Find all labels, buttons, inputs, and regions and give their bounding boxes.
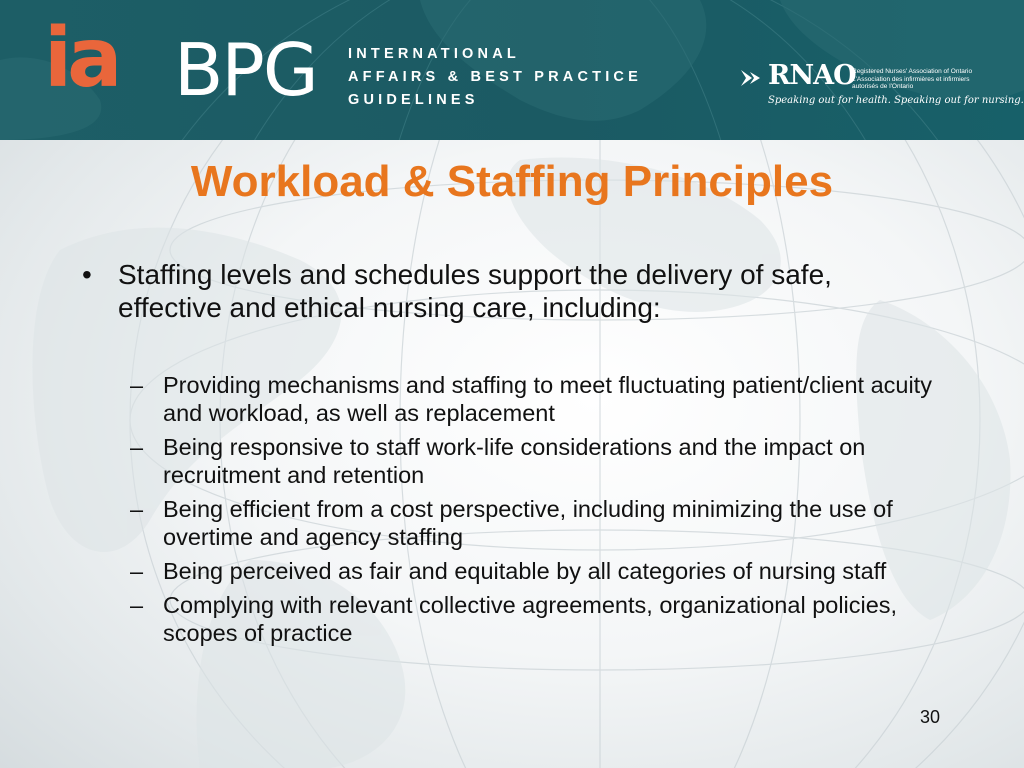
rnao-wordmark: RNAO (768, 60, 856, 91)
tagline-line-2: AFFAIRS & BEST PRACTICE (348, 69, 642, 85)
header-banner (0, 0, 1024, 140)
tagline-line-3: GUIDELINES (348, 92, 479, 108)
rnao-flame-icon (740, 68, 764, 88)
sub-bullet-text: Being efficient from a cost perspective, including minimizing the use of overtime and agency staffing (163, 496, 893, 550)
page-number: 30 (919, 707, 940, 727)
sub-bullet-text: Providing mechanisms and staffing to meet fluctuating patient/client acuity and workload, as well as replacement (163, 372, 932, 426)
sub-bullet-item (130, 371, 940, 427)
sub-bullet-item (130, 591, 940, 647)
main-bullet-text: Staffing levels and schedules support the delivery of safe, effective and ethical nursing care, including: (118, 259, 832, 323)
sub-bullet-text: Being responsive to staff work-life considerations and the impact on recruitment and retention (163, 434, 866, 488)
sub-bullet-item (130, 433, 940, 489)
program-tagline (348, 43, 642, 112)
dash-marker: – (130, 496, 144, 522)
tagline-line-1: INTERNATIONAL (348, 46, 520, 62)
sub-bullet-list (130, 371, 940, 653)
rnao-full-name-line: L'Association des infirmières et infirmiers (852, 75, 970, 83)
logo-ia: ia (44, 11, 118, 106)
rnao-full-name (852, 68, 972, 91)
dash-marker: – (130, 434, 144, 460)
dash-marker: – (130, 592, 144, 618)
rnao-slogan: Speaking out for health. Speaking out for nursing. (768, 95, 1024, 106)
rnao-full-name-line: Registered Nurses' Association of Ontario (852, 68, 973, 75)
slide-title: Workload & Staffing Principles (190, 157, 834, 206)
bullet-marker: • (82, 259, 92, 290)
sub-bullet-item (130, 557, 940, 585)
dash-marker: – (130, 372, 144, 398)
sub-bullet-text: Complying with relevant collective agreements, organizational policies, scopes of practice (163, 592, 898, 646)
logo-bpg: BPG (174, 28, 317, 112)
rnao-full-name-line: autorisés de l'Ontario (852, 83, 914, 90)
sub-bullet-item (130, 495, 940, 551)
sub-bullet-text: Being perceived as fair and equitable by all categories of nursing staff (163, 558, 887, 584)
dash-marker: – (130, 558, 144, 584)
main-bullet (82, 258, 942, 324)
